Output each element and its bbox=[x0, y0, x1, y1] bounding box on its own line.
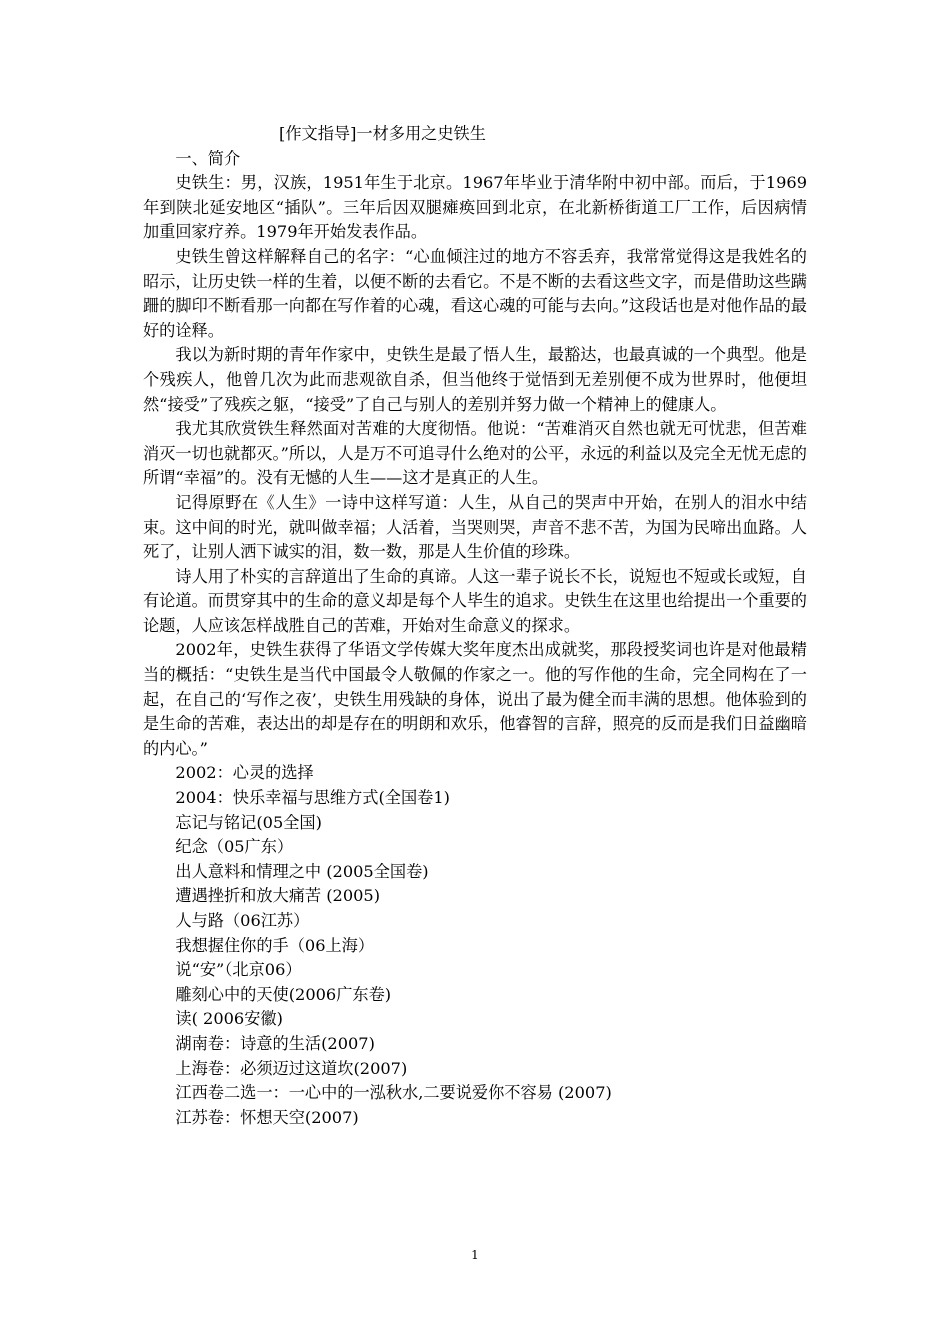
topic-item: 遭遇挫折和放大痛苦 (2005) bbox=[175, 886, 381, 906]
topic-item: 雕刻心中的天使(2006广东卷) bbox=[175, 984, 392, 1004]
topic-item: 江苏卷：怀想天空(2007) bbox=[175, 1107, 359, 1127]
topic-item: 我想握住你的手（06上海） bbox=[175, 935, 375, 955]
document-body bbox=[143, 122, 807, 1130]
topic-item: 上海卷：必须迈过这道坎(2007) bbox=[175, 1058, 408, 1078]
page-number: 1 bbox=[471, 1248, 479, 1262]
topic-item: 纪念（05广东） bbox=[175, 837, 294, 857]
document-title: [作文指导]一材多用之史铁生 bbox=[279, 124, 486, 143]
paragraph-meaning-of-life: 诗人用了朴实的言辞道出了生命的真谛。人这一辈子说长不长，说短也不短或长或短，自有论道。而贯穿其中的生命的意义却是每个人毕生的追求。史铁生在这里也给提出一个重要的论题，人应该怎样战胜自己的苦难，开始对生命意义的探求。 bbox=[143, 566, 807, 635]
topic-item: 湖南卷：诗意的生活(2007) bbox=[175, 1033, 375, 1053]
topic-item: 2004：快乐幸福与思维方式(全国卷1) bbox=[175, 788, 450, 808]
paragraph-name-explanation: 史铁生曾这样解释自己的名字：“心血倾注过的地方不容丢弃，我常常觉得这是我姓名的昭示，让历史铁一样的生着，以便不断的去看它。不是不断的去看这些文字，而是借助这些蹒跚的脚印不断看那一向都在写作着的心魂，看这心魂的可能与去向。”这段话也是对他作品的最好的诠释。 bbox=[143, 246, 807, 340]
topic-item: 江西卷二选一：一心中的一泓秋水,二要说爱你不容易 (2007) bbox=[175, 1083, 612, 1103]
topic-item: 出人意料和情理之中 (2005全国卷) bbox=[175, 861, 429, 881]
topic-item: 说“安”（北京06） bbox=[175, 960, 302, 980]
topic-list bbox=[143, 761, 807, 1130]
paragraph-poem: 记得原野在《人生》一诗中这样写道：人生，从自己的哭声中开始，在别人的泪水中结束。这中间的时光，就叫做幸福；人活着，当哭则哭，声音不悲不苦，为国为民啼出血路。人死了，让别人洒下诚实的泪，数一数，那是人生价值的珍珠。 bbox=[143, 492, 807, 562]
section-heading: 一、简介 bbox=[175, 148, 241, 168]
topic-item: 读( 2006安徽) bbox=[175, 1009, 283, 1029]
paragraph-suffering: 我尤其欣赏铁生释然面对苦难的大度彻悟。他说：“苦难消灭自然也就无可忧悲，但苦难消灭一切也就都灭。”所以，人是万不可追寻什么绝对的公平，永远的利益以及完全无忧无虑的所谓“幸福”的。没有无憾的人生——这才是真正的人生。 bbox=[143, 419, 807, 488]
paragraph-writer-type: 我以为新时期的青年作家中，史铁生是最了悟人生，最豁达，也最真诚的一个典型。他是个残疾人，他曾几次为此而悲观欲自杀，但当他终于觉悟到无差别便不成为世界时，他便坦然“接受”了残疾之躯，“接受”了自己与别人的差别并努力做一个精神上的健康人。 bbox=[143, 345, 807, 414]
topic-item: 人与路（06江苏） bbox=[175, 911, 310, 930]
topic-item: 2002：心灵的选择 bbox=[175, 763, 314, 783]
topic-item: 忘记与铭记(05全国) bbox=[175, 812, 322, 832]
paragraph-award: 2002年，史铁生获得了华语文学传媒大奖年度杰出成就奖，那段授奖词也许是对他最精当的概括：“史铁生是当代中国最令人敬佩的作家之一。他的写作他的生命，完全同构在了一起，在自己的‘写作之夜’，史铁生用残缺的身体，说出了最为健全而丰满的思想。他体验到的是生命的苦难，表达出的却是存在的明朗和欢乐，他睿智的言辞，照亮的反而是我们日益幽暗的内心。” bbox=[143, 640, 807, 758]
paragraph-biography: 史铁生：男，汉族，1951年生于北京。1967年毕业于清华附中初中部。而后，于1969年到陕北延安地区“插队”。三年后因双腿瘫痪回到北京，在北新桥街道工厂工作，后因病情加重回家疗养。1979年开始发表作品。 bbox=[143, 173, 807, 242]
